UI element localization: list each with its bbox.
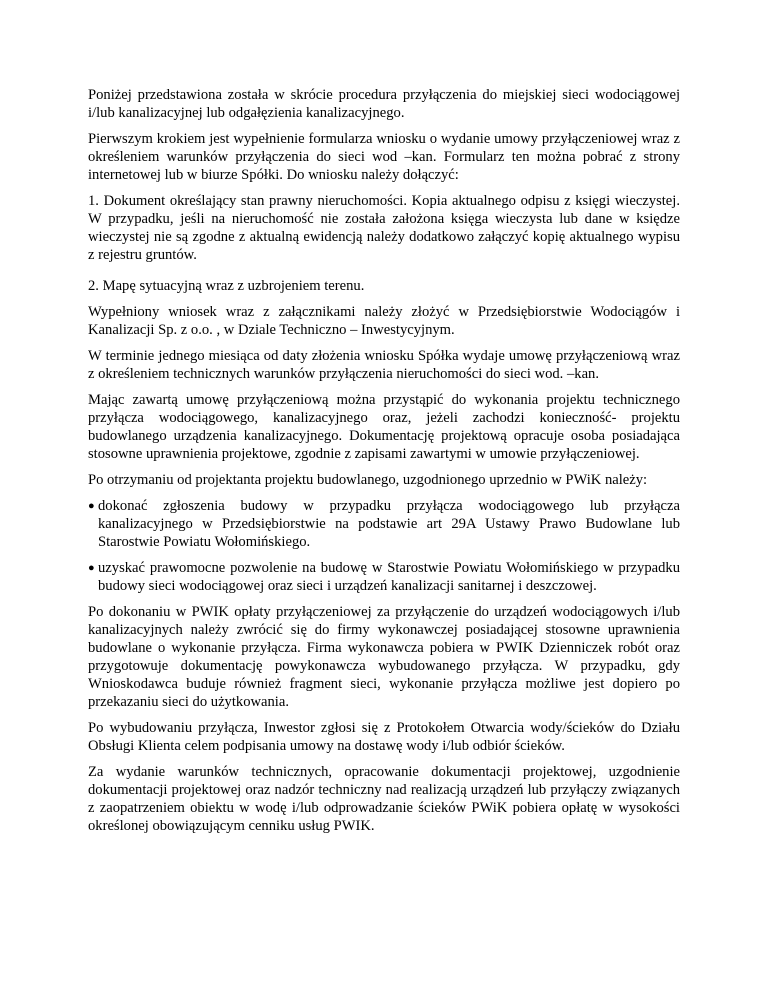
bullet-text: uzyskać prawomocne pozwolenie na budowę w Starostwie Powiatu Wołomińskiego w przypadku budowy sieci wodociągowej oraz sieci i urządzeń kanalizacji sanitarnej i deszczowej. — [98, 560, 680, 594]
document-page — [88, 86, 680, 843]
paragraph-first-step: Pierwszym krokiem jest wypełnienie formularza wniosku o wydanie umowy przyłączeniowej wraz z określeniem warunków przyłączenia do sieci wod –kan. Formularz ten można pobrać z strony internetowej lub w biurze Spółki. Do wniosku należy dołączyć: — [88, 131, 680, 183]
paragraph-after-project: Po otrzymaniu od projektanta projektu budowlanego, uzgodnionego uprzednio w PWiK należy: — [88, 472, 648, 488]
paragraph-fees: Za wydanie warunków technicznych, opracowanie dokumentacji projektowej, uzgodnienie dokumentacji projektowej oraz nadzór techniczny nad realizacją urządzeń lub przyłączy związanych z zaopatrzeniem obiektu w wodę i/lub odprowadzanie ścieków PWiK pobiera opłatę w wysokości określonej obowiązującym cenniku usług PWIK. — [88, 764, 680, 834]
paragraph-item-2: 2. Mapę sytuacyjną wraz z uzbrojeniem terenu. — [88, 278, 365, 294]
bullet-icon: ● — [88, 500, 95, 512]
paragraph-submit: Wypełniony wniosek wraz z załącznikami należy złożyć w Przedsiębiorstwie Wodociągów i Kanalizacji Sp. z o.o. , w Dziale Techniczno – Inwestycyjnym. — [88, 304, 680, 338]
list-item — [88, 559, 680, 595]
paragraph-payment: Po dokonaniu w PWIK opłaty przyłączeniowej za przyłączenie do urządzeń wodociągowych i/lub kanalizacyjnych należy zwrócić się do firmy wykonawczej posiadającej stosowne uprawnienia budowlane o wykonanie przyłącza. Firma wykonawcza pobiera w PWIK Dzienniczek robót oraz przygotowuje dokumentację powykonawcza wybudowanego przyłącza. W przypadku, gdy Wnioskodawca buduje również fragment sieci, wykonanie przyłącza możliwe jest dopiero po przekazaniu sieci do użytkowania. — [88, 604, 680, 710]
paragraph-item-1: 1. Dokument określający stan prawny nieruchomości. Kopia aktualnego odpisu z księgi wieczystej. W przypadku, jeśli na nieruchomość nie została założona księga wieczysta lub dane w księdze wieczystej nie są zgodne z aktualną ewidencją należy dodatkowo załączyć kopię aktualnego wypisu z rejestru gruntów. — [88, 193, 680, 263]
paragraph-after-build: Po wybudowaniu przyłącza, Inwestor zgłosi się z Protokołem Otwarcia wody/ścieków do Działu Obsługi Klienta celem podpisania umowy na dostawę wody i/lub odbiór ścieków. — [88, 720, 680, 754]
bullet-text: dokonać zgłoszenia budowy w przypadku przyłącza wodociągowego lub przyłącza kanalizacyjnego w Przedsiębiorstwie na podstawie art 29A Ustawy Prawo Budowlane lub Starostwie Powiatu Wołomińskiego. — [98, 498, 680, 550]
paragraph-term: W terminie jednego miesiąca od daty złożenia wniosku Spółka wydaje umowę przyłączeniową wraz z określeniem technicznych warunków przyłączenia nieruchomości do sieci wod. –kan. — [88, 348, 680, 382]
paragraph-intro: Poniżej przedstawiona została w skrócie procedura przyłączenia do miejskiej sieci wodociągowej i/lub kanalizacyjnej lub odgałęzienia kanalizacyjnego. — [88, 87, 680, 121]
list-item — [88, 497, 680, 551]
bullet-icon: ● — [88, 562, 95, 574]
bullet-list — [88, 497, 680, 595]
paragraph-project: Mając zawartą umowę przyłączeniową można przystąpić do wykonania projektu technicznego przyłącza wodociągowego, kanalizacyjnego oraz, jeżeli zachodzi konieczność- projektu budowlanego urządzenia kanalizacyjnego. Dokumentację projektową opracuje osoba posiadająca stosowne uprawnienia projektowe, zgodnie z zapisami zawartymi w umowie przyłączeniowej. — [88, 392, 680, 462]
